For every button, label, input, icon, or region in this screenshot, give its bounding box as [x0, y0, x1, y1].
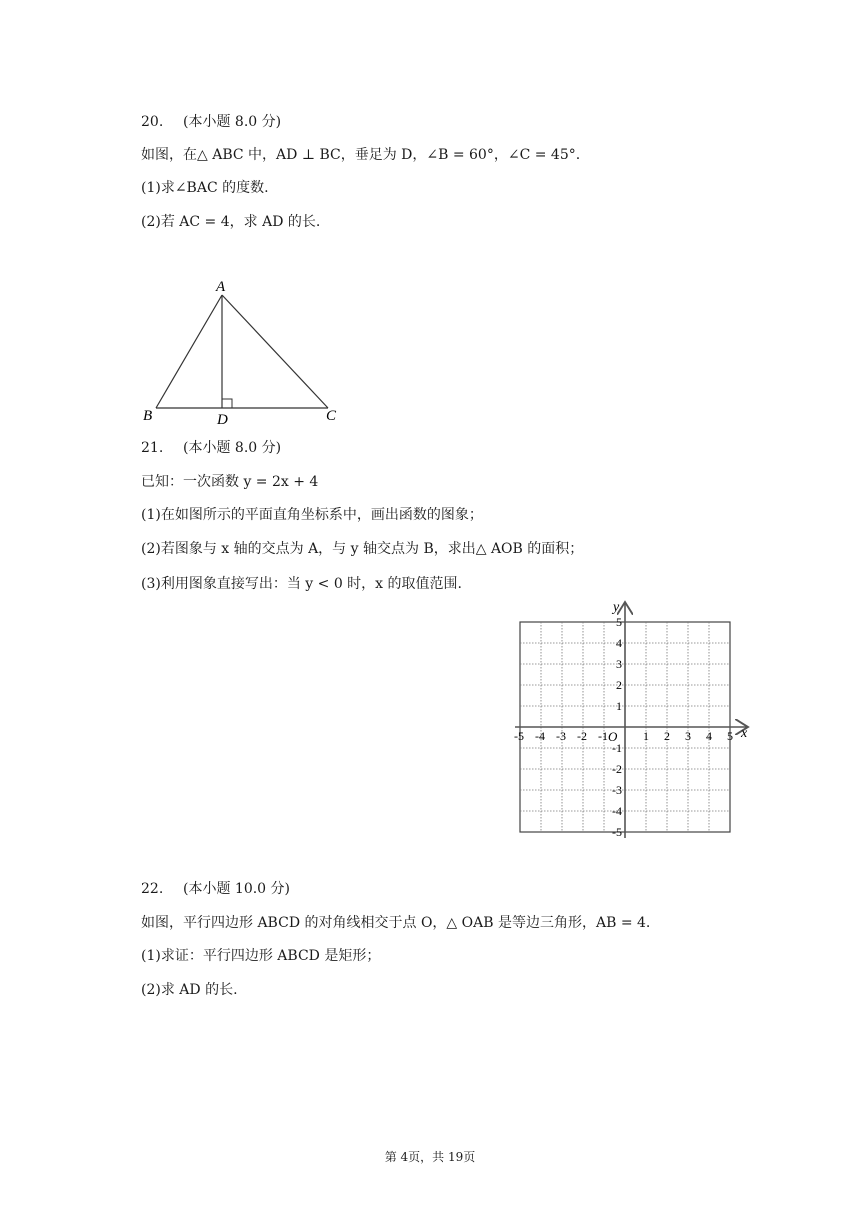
- x-tick-label: 5: [727, 729, 733, 743]
- y-tick-label: -2: [612, 762, 622, 776]
- question-20-part-2: (2)若 AC = 4，求 AD 的长.: [141, 214, 321, 230]
- question-number: 20.: [141, 114, 164, 130]
- question-number: 22.: [141, 881, 164, 897]
- question-22-part-1: (1)求证：平行四边形 ABCD 是矩形；: [141, 948, 381, 964]
- question-20-part-1: (1)求∠BAC 的度数.: [141, 180, 269, 196]
- question-number: 21.: [141, 440, 164, 456]
- question-21-part-2: (2)若图象与 x 轴的交点为 A，与 y 轴交点为 B，求出△ AOB 的面积；: [141, 541, 584, 557]
- question-20-header: [141, 112, 281, 132]
- question-21-part-3: (3)利用图象直接写出：当 y < 0 时，x 的取值范围.: [141, 576, 462, 592]
- label-d: D: [217, 412, 228, 427]
- x-tick-label: -4: [535, 729, 545, 743]
- x-tick-label: -1: [598, 729, 608, 743]
- question-21-header: [141, 438, 281, 458]
- side-ac: [222, 295, 328, 408]
- question-22-stem: 如图，平行四边形 ABCD 的对角线相交于点 O，△ OAB 是等边三角形，AB = 4.: [141, 915, 651, 931]
- side-ab: [156, 295, 222, 408]
- label-c: C: [326, 408, 337, 424]
- y-tick-label: -3: [612, 783, 622, 797]
- question-score: (本小题 10.0 分): [183, 881, 290, 897]
- right-angle-mark: [222, 399, 232, 408]
- coordinate-grid: [505, 598, 755, 840]
- x-tick-label: 3: [685, 729, 691, 743]
- question-22-header: [141, 879, 290, 899]
- origin-label: O: [608, 729, 618, 744]
- x-axis-label: x: [741, 726, 748, 741]
- y-tick-label: 4: [616, 636, 622, 650]
- x-tick-label: 2: [664, 729, 670, 743]
- y-tick-label: 2: [616, 678, 622, 692]
- question-20-stem: 如图，在△ ABC 中，AD ⊥ BC，垂足为 D，∠B = 60°，∠C = 45°.: [141, 147, 581, 163]
- question-21-part-1: (1)在如图所示的平面直角坐标系中，画出函数的图象；: [141, 507, 483, 523]
- y-tick-label: -1: [612, 741, 622, 755]
- x-tick-label: -3: [556, 729, 566, 743]
- y-tick-label: 3: [616, 657, 622, 671]
- y-tick-label: 5: [616, 615, 622, 629]
- label-b: B: [143, 408, 153, 424]
- question-22-part-2: (2)求 AD 的长.: [141, 982, 238, 998]
- y-tick-label: -5: [612, 825, 622, 839]
- y-axis-label: y: [613, 600, 620, 615]
- x-tick-label: -2: [577, 729, 587, 743]
- label-a: A: [216, 279, 226, 295]
- y-tick-label: 1: [616, 699, 622, 713]
- page-footer: 第 4页，共 19页: [384, 1150, 476, 1164]
- x-tick-label: -5: [514, 729, 524, 743]
- triangle-figure: [138, 275, 348, 427]
- x-tick-label: 4: [706, 729, 712, 743]
- y-tick-label: -4: [612, 804, 622, 818]
- question-score: (本小题 8.0 分): [183, 114, 282, 130]
- question-score: (本小题 8.0 分): [183, 440, 282, 456]
- question-21-stem: 已知：一次函数 y = 2x + 4: [141, 474, 319, 490]
- x-tick-label: 1: [643, 729, 649, 743]
